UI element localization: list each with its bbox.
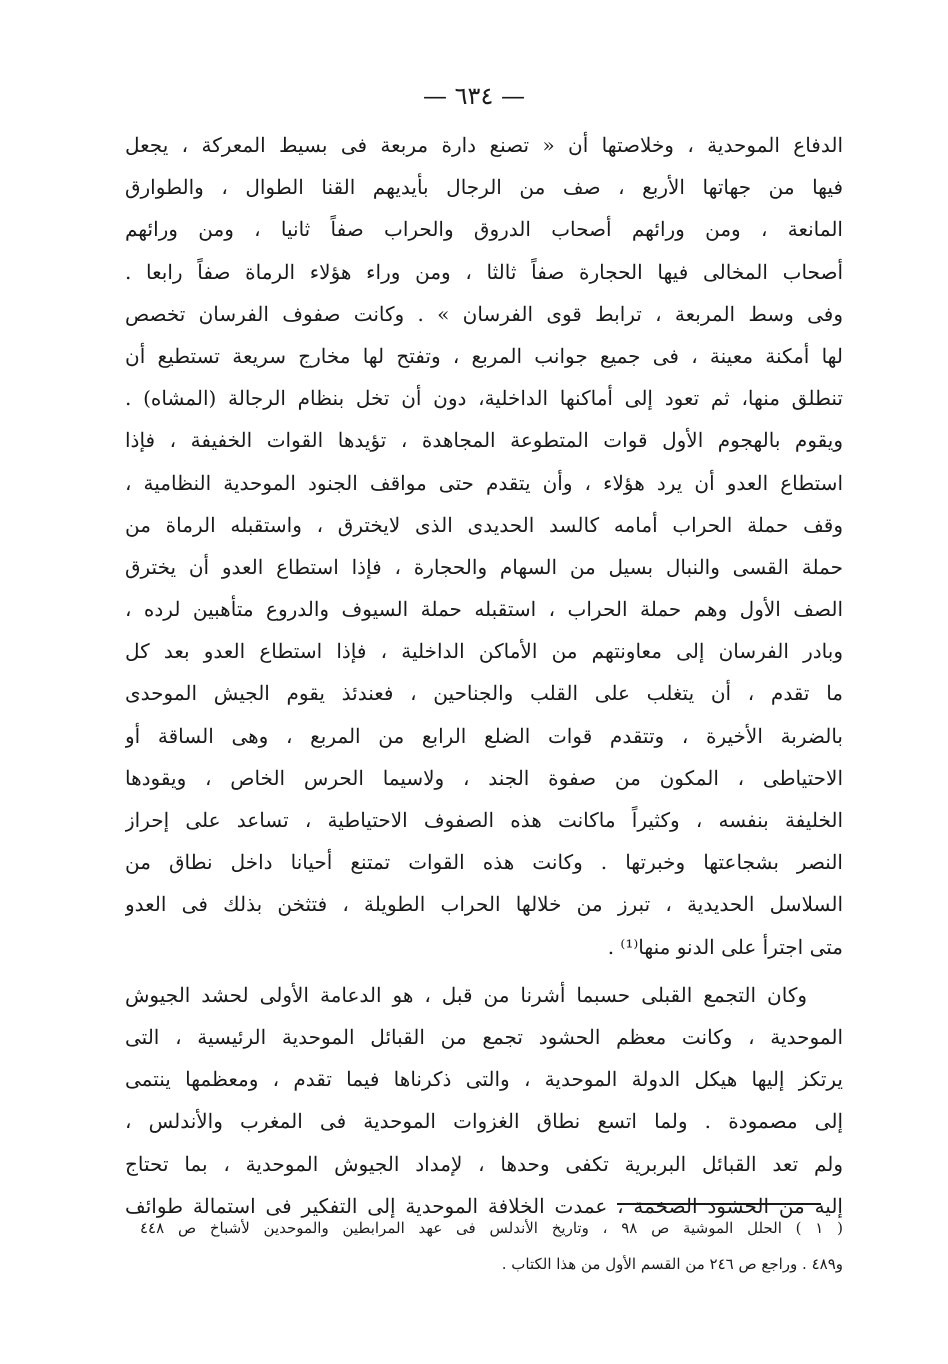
paragraph-1	[125, 124, 843, 968]
text-line: الاحتياطى ، المكون من صفوة الجند ، ولاسيما الحرس الخاص ، ويقودها	[125, 765, 843, 790]
text-line: أصحاب المخالى فيها الحجارة صفاً ثالثا ، ومن وراء هؤلاء الرماة صفاً رابعا .	[125, 259, 843, 284]
page-number: — ٦٣٤ —	[423, 82, 525, 110]
text-line: استطاع العدو أن يرد هؤلاء ، وأن يتقدم حتى مواقف الجنود الموحدية النظامية ،	[125, 470, 843, 495]
text-line: الموحدية ، وكانت معظم الحشود تجمع من القبائل الموحدية الرئيسية ، التى	[125, 1024, 843, 1049]
text-line: السلاسل الحديدية ، تبرز من خلالها الحراب الطويلة ، فتثخن بذلك فى العدو	[125, 892, 843, 917]
text-line: الصف الأول وهم حملة الحراب ، استقبله حملة السيوف والدروع متأهبين لرده ،	[125, 597, 843, 622]
footnote-line: و٤٨٩ . وراجع ص ٢٤٦ من القسم الأول من هذا الكتاب .	[501, 1255, 843, 1273]
text-line: ولم تعد القبائل البربرية تكفى وحدها ، لإمداد الجيوش الموحدية ، بما تحتاج	[125, 1151, 843, 1176]
text-line: إلى مصمودة . ولما اتسع نطاق الغزوات الموحدية فى المغرب والأندلس ،	[125, 1109, 843, 1134]
footnote-divider	[617, 1203, 821, 1205]
text-line: وبادر الفرسان إلى معاونتهم من الأماكن الداخلية ، فإذا استطاع العدو بعد كل	[125, 639, 843, 664]
text-line: فيها من جهاتها الأربع ، صف من الرجال بأيديهم القنا الطوال ، والطوارق	[125, 175, 843, 200]
text-line: الخليفة بنفسه ، وكثيراً ماكانت هذه الصفوف الاحتياطية ، تساعد على إحراز	[125, 808, 843, 832]
text-line: حملة القسى والنبال بسيل من السهام والحجارة ، فإذا استطاع العدو أن يخترق	[125, 554, 843, 579]
text-line: يرتكز إليها هيكل الدولة الموحدية ، والتى ذكرناها فيما تقدم ، ومعظمها ينتمى	[125, 1067, 843, 1092]
paragraph-2	[125, 974, 843, 1227]
text-line: ويقوم بالهجوم الأول قوات المتطوعة المجاهدة ، تؤيدها القوات الخفيفة ، فإذا	[125, 428, 843, 453]
text-line: النصر بشجاعتها وخبرتها . وكانت هذه القوات تمتنع أحيانا داخل نطاق من	[125, 850, 843, 875]
text-line: متى اجترأ على الدنو منها⁽¹⁾ .	[607, 934, 843, 959]
text-line: الدفاع الموحدية ، وخلاصتها أن « تصنع دارة مربعة فى بسيط المعركة ، يجعل	[125, 133, 843, 157]
footnotes	[140, 1210, 843, 1282]
text-line: وكان التجمع القبلى حسبما أشرنا من قبل ، هو الدعامة الأولى لحشد الجيوش	[125, 982, 807, 1007]
text-line: تنطلق منها، ثم تعود إلى أماكنها الداخلية، دون أن تخل بنظام الرجالة (المشاه) .	[125, 386, 843, 411]
text-line: بالضربة الأخيرة ، وتتقدم قوات الضلع الرابع من المربع ، وهى الساقة أو	[125, 723, 843, 748]
main-text	[125, 124, 843, 1227]
text-line: وفى وسط المربعة ، ترابط قوى الفرسان » . وكانت صفوف الفرسان تخصص	[125, 301, 843, 326]
text-line: إليه من الحشود الضخمة ، عمدت الخلافة الموحدية إلى التفكير فى استمالة طوائف	[125, 1193, 843, 1218]
text-line: المانعة ، ومن ورائهم أصحاب الدروق والحراب صفاً ثانيا ، ومن ورائهم	[125, 217, 843, 242]
footnote-line: ( ١ ) الحلل الموشية ص ٩٨ ، وتاريخ الأندلس فى عهد المرابطين والموحدين لأشباخ ص ٤٤٨	[140, 1219, 843, 1237]
text-line: وقف حملة الحراب أمامه كالسد الحديدى الذى لايخترق ، واستقبله الرماة من	[125, 512, 843, 537]
text-line: لها أمكنة معينة ، فى جميع جوانب المربع ، وتفتح لها مخارج سريعة تستطيع أن	[125, 343, 843, 368]
text-line: ما تقدم ، أن يتغلب على القلب والجناحين ، فعندئذ يقوم الجيش الموحدى	[125, 681, 843, 706]
